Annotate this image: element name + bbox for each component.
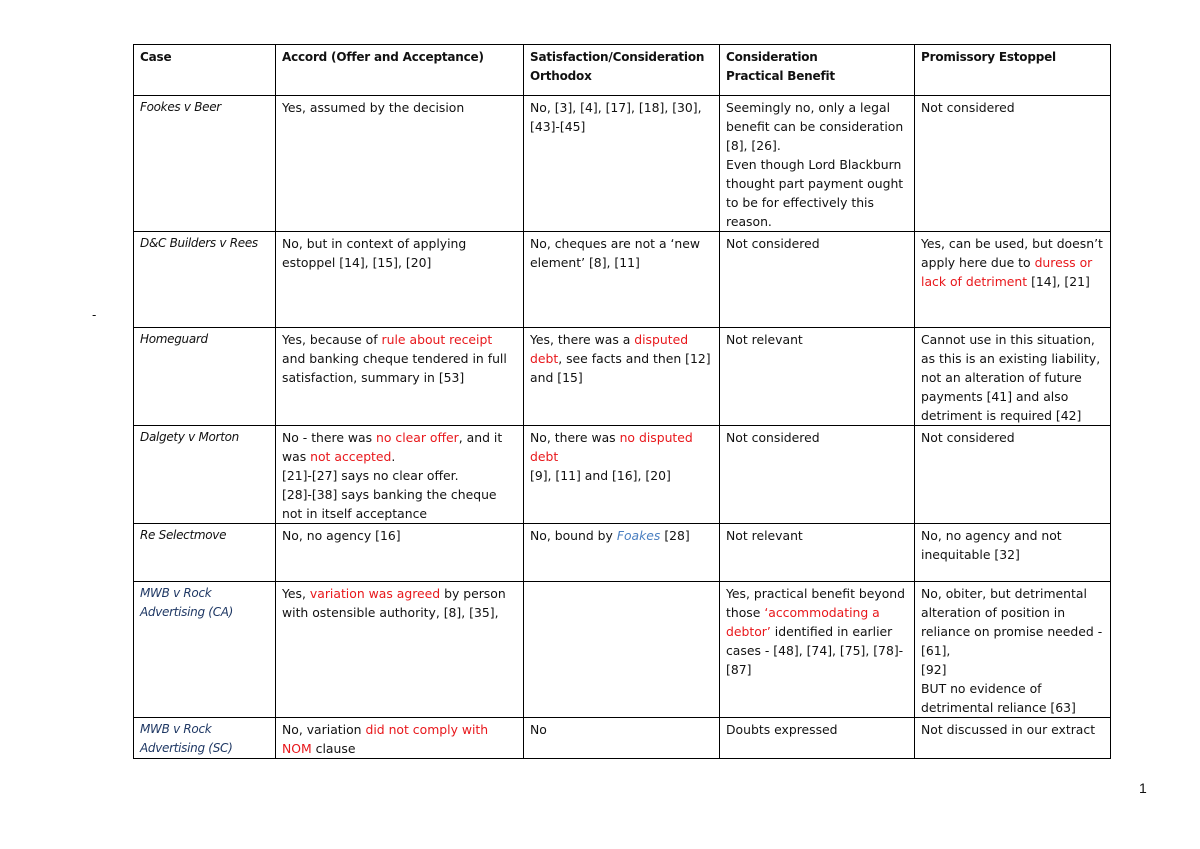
promissory-estoppel-cell	[915, 524, 1111, 582]
cell-paragraph	[726, 526, 908, 545]
text-segment: by person with ostensible authority, [8], [35],	[282, 586, 510, 620]
table-row	[134, 718, 1111, 759]
text-segment: , see facts and then [12] and [15]	[530, 351, 715, 385]
text-segment: No, but in context of applying estoppel [14], [15], [20]	[282, 236, 471, 270]
text-segment: [28]-[38] says banking the cheque not in itself acceptance	[282, 487, 501, 521]
case-name-cell	[134, 582, 276, 718]
cell-paragraph	[530, 526, 713, 545]
table-row	[134, 582, 1111, 718]
orthodox-consideration-cell	[524, 426, 720, 524]
text-segment: Not relevant	[726, 332, 803, 347]
case-name-cell	[134, 524, 276, 582]
header-line: Consideration	[726, 50, 818, 64]
text-segment: Not considered	[921, 100, 1015, 115]
cell-paragraph	[282, 720, 517, 758]
text-segment: did not comply with NOM	[282, 722, 493, 756]
cell-paragraph	[530, 720, 713, 739]
header-line: Promissory Estoppel	[921, 50, 1056, 64]
text-segment: Yes, can be used, but doesn’t apply here due to	[921, 236, 1107, 270]
column-header-1	[276, 45, 524, 96]
text-segment: [21]-[27] says no clear offer.	[282, 468, 459, 483]
text-segment: Not discussed in our extract	[921, 722, 1096, 737]
cell-paragraph	[921, 330, 1104, 425]
table-row	[134, 524, 1111, 582]
text-segment: clause	[311, 741, 356, 756]
text-segment: No - there was	[282, 430, 377, 445]
column-header-4	[915, 45, 1111, 96]
header-line: Practical Benefit	[726, 69, 835, 83]
orthodox-consideration-cell	[524, 582, 720, 718]
page-number: 1	[1139, 780, 1147, 796]
text-segment: No, no agency [16]	[282, 528, 401, 543]
accord-cell	[276, 718, 524, 759]
accord-cell	[276, 232, 524, 328]
text-segment: Not relevant	[726, 528, 803, 543]
case-comparison-table	[133, 44, 1111, 759]
cell-paragraph	[726, 584, 908, 679]
table-body	[134, 96, 1111, 759]
header-line: Satisfaction/Consideration	[530, 50, 705, 64]
table-header-row	[134, 45, 1111, 96]
case-name-cell	[134, 96, 276, 232]
text-segment: [14], [21]	[1027, 274, 1090, 289]
cell-paragraph	[282, 428, 517, 466]
column-header-3	[720, 45, 915, 96]
text-segment: Even though Lord Blackburn thought part payment ought to be for effectively this reason.	[726, 157, 908, 229]
column-header-0	[134, 45, 276, 96]
orthodox-consideration-cell	[524, 96, 720, 232]
case-name-cell	[134, 328, 276, 426]
cell-paragraph	[282, 485, 517, 523]
side-dash: -	[92, 308, 97, 322]
header-line: Case	[140, 50, 172, 64]
cell-paragraph	[282, 466, 517, 485]
column-header-2	[524, 45, 720, 96]
practical-benefit-cell	[720, 328, 915, 426]
cell-paragraph	[530, 466, 713, 485]
cell-paragraph	[726, 720, 908, 739]
text-segment: Yes, there was a	[530, 332, 635, 347]
cell-paragraph	[726, 234, 908, 253]
text-segment: [92]	[921, 662, 947, 677]
cell-paragraph	[282, 526, 517, 545]
orthodox-consideration-cell	[524, 524, 720, 582]
text-segment: Yes,	[282, 586, 310, 601]
cell-paragraph	[921, 660, 1104, 679]
text-segment: and banking cheque tendered in full satisfaction, summary in [53]	[282, 332, 511, 385]
cell-paragraph	[921, 679, 1104, 717]
text-segment: Dalgety v Morton	[140, 430, 239, 444]
text-segment: Homeguard	[140, 332, 208, 346]
promissory-estoppel-cell	[915, 582, 1111, 718]
table-row	[134, 96, 1111, 232]
practical-benefit-cell	[720, 524, 915, 582]
text-segment: Yes, practical benefit beyond those	[726, 586, 909, 620]
text-segment: Yes, because of	[282, 332, 382, 347]
text-segment: Re Selectmove	[140, 528, 227, 542]
text-segment: Not considered	[726, 430, 820, 445]
text-segment: D&C Builders v Rees	[140, 236, 258, 250]
header-line: Orthodox	[530, 69, 592, 83]
text-segment: [28]	[660, 528, 690, 543]
text-segment: Foakes	[616, 528, 661, 543]
cell-paragraph	[282, 234, 517, 272]
text-segment: Not considered	[726, 236, 820, 251]
practical-benefit-cell	[720, 426, 915, 524]
cell-paragraph	[921, 584, 1107, 660]
accord-cell	[276, 524, 524, 582]
text-segment: identified in earlier cases - [48], [74], [75], [78]-[87]	[726, 624, 904, 677]
text-segment: No, cheques are not a ‘new element’ [8], [11]	[530, 236, 704, 270]
cell-paragraph	[282, 584, 517, 622]
promissory-estoppel-cell	[915, 718, 1111, 759]
cell-paragraph	[282, 98, 517, 117]
text-segment: ‘accommodating a debtor’	[726, 605, 884, 639]
case-name-cell	[134, 718, 276, 759]
text-segment: No, no agency and not inequitable [32]	[921, 528, 1066, 562]
text-segment: MWB v Rock Advertising (SC)	[140, 722, 233, 755]
text-segment: No	[530, 722, 547, 737]
text-segment: [9], [11] and [16], [20]	[530, 468, 671, 483]
table-row	[134, 426, 1111, 524]
case-name-cell	[134, 426, 276, 524]
text-segment: No, there was	[530, 430, 620, 445]
text-segment: duress or lack of detriment	[921, 255, 1097, 289]
text-segment: Doubts expressed	[726, 722, 838, 737]
cell-paragraph	[530, 234, 713, 272]
cell-paragraph	[921, 98, 1104, 117]
practical-benefit-cell	[720, 96, 915, 232]
cell-paragraph	[726, 98, 908, 155]
cell-paragraph	[921, 234, 1107, 291]
accord-cell	[276, 582, 524, 718]
orthodox-consideration-cell	[524, 718, 720, 759]
practical-benefit-cell	[720, 232, 915, 328]
text-segment: disputed debt	[530, 332, 693, 366]
text-segment: BUT no evidence of detrimental reliance [63]	[921, 681, 1076, 715]
text-segment: Fookes v Beer	[140, 100, 221, 114]
text-segment: Not considered	[921, 430, 1015, 445]
text-segment: No, obiter, but detrimental alteration of position in reliance on promise needed - [61],	[921, 586, 1107, 658]
text-segment: Cannot use in this situation, as this is an existing liability, not an alteration of future payments [41] and also detriment is required [42]	[921, 332, 1105, 423]
text-segment: variation was agreed	[309, 586, 441, 601]
cell-paragraph	[921, 526, 1104, 564]
text-segment: MWB v Rock Advertising (CA)	[140, 586, 234, 619]
orthodox-consideration-cell	[524, 232, 720, 328]
practical-benefit-cell	[720, 582, 915, 718]
text-segment: No, variation	[282, 722, 366, 737]
accord-cell	[276, 426, 524, 524]
promissory-estoppel-cell	[915, 96, 1111, 232]
cell-paragraph	[530, 98, 713, 136]
text-segment: .	[391, 449, 396, 464]
cell-paragraph	[530, 330, 713, 387]
promissory-estoppel-cell	[915, 328, 1111, 426]
cell-paragraph	[282, 330, 517, 387]
table-row	[134, 232, 1111, 328]
accord-cell	[276, 328, 524, 426]
table-row	[134, 328, 1111, 426]
accord-cell	[276, 96, 524, 232]
practical-benefit-cell	[720, 718, 915, 759]
case-name-cell	[134, 232, 276, 328]
text-segment: No, bound by	[530, 528, 617, 543]
cell-paragraph	[530, 428, 713, 466]
text-segment: Seemingly no, only a legal benefit can be consideration [8], [26].	[726, 100, 908, 153]
text-segment: No, [3], [4], [17], [18], [30], [43]-[45]	[530, 100, 706, 134]
text-segment: Yes, assumed by the decision	[282, 100, 465, 115]
text-segment: not accepted	[310, 449, 392, 464]
orthodox-consideration-cell	[524, 328, 720, 426]
header-line: Accord (Offer and Acceptance)	[282, 50, 484, 64]
text-segment: no disputed debt	[530, 430, 697, 464]
cell-paragraph	[726, 330, 908, 349]
cell-paragraph	[921, 428, 1104, 447]
cell-paragraph	[921, 720, 1104, 739]
text-segment: , and it was	[282, 430, 507, 464]
promissory-estoppel-cell	[915, 426, 1111, 524]
text-segment: rule about receipt	[381, 332, 493, 347]
cell-paragraph	[726, 155, 908, 231]
text-segment: no clear offer	[376, 430, 459, 445]
promissory-estoppel-cell	[915, 232, 1111, 328]
cell-paragraph	[726, 428, 908, 447]
